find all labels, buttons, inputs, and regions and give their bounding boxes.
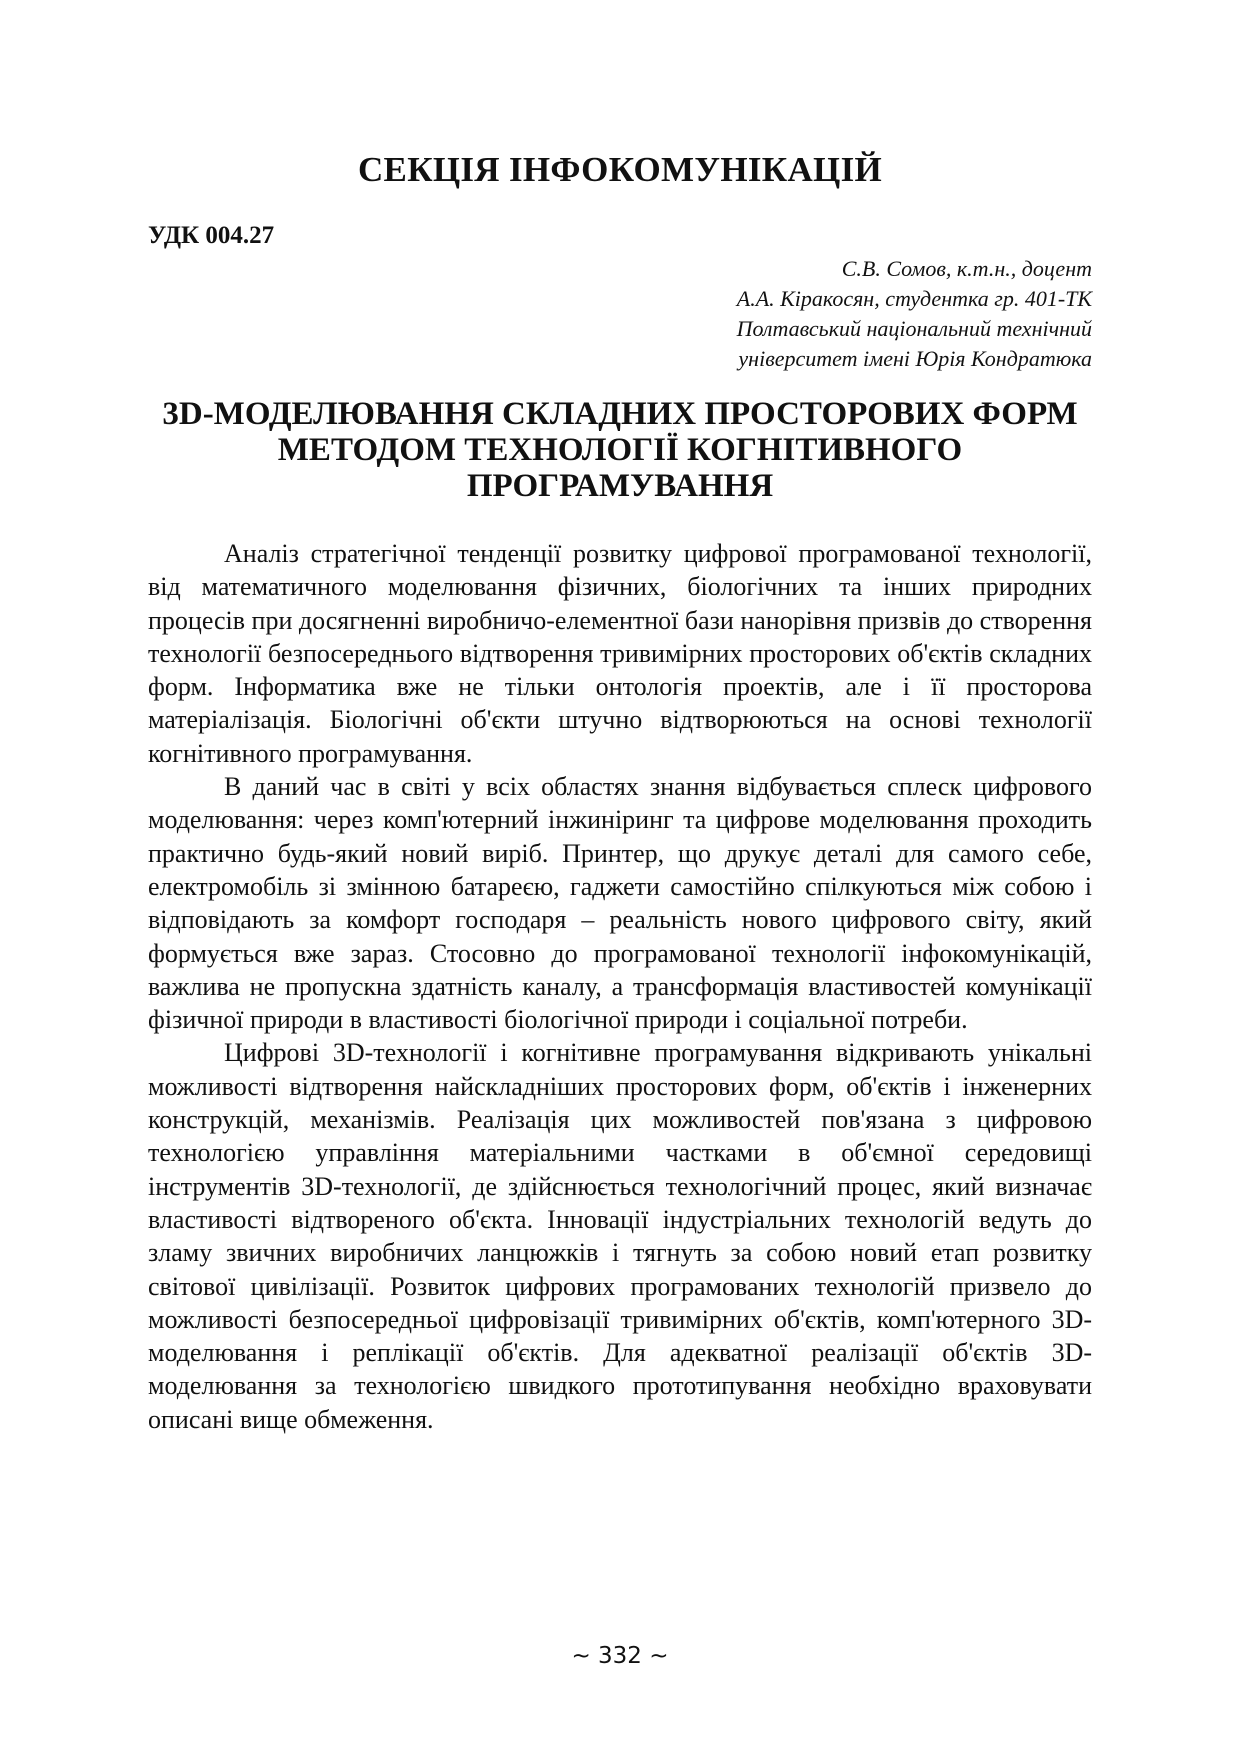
article-title	[148, 396, 1092, 504]
article-body	[148, 537, 1092, 1436]
udk-code: УДК 004.27	[148, 222, 275, 249]
page-number: ~ 332 ~	[571, 1643, 669, 1669]
body-paragraph-3: Цифрові 3D-технології і когнітивне програмування відкривають унікальні можливості відтворення найскладніших просторових форм, об'єктів і інженерних конструкцій, механізмів. Реалізація цих можливостей пов'язана з цифровою технологією управління матеріальними частками в об'ємної середовищі інструментів 3D-технології, де здійснюється технологічний процес, який визначає властивості відтвореного об'єкта. Інновації індустріальних технологій ведуть до зламу звичних виробничих ланцюжків і тягнуть за собою новий етап розвитку світової цивілізації. Розвиток цифрових програмованих технологій призвело до можливості безпосередньої цифровізації тривимірних об'єктів, комп'ютерного 3D-моделювання і реплікації об'єктів. Для адекватної реалізації об'єктів 3D-моделювання за технологією швидкого прототипування необхідно враховувати описані вище обмеження.	[148, 1038, 1092, 1434]
author-block	[642, 254, 1092, 374]
body-paragraph-1: Аналіз стратегічної тенденції розвитку цифрової програмованої технології, від математичного моделювання фізичних, біологічних та інших природних процесів при досягненні виробничо-елементної бази нанорівня призвів до створення технології безпосереднього відтворення тривимірних просторових об'єктів складних форм. Інформатика вже не тільки онтологія проектів, але і її просторова матеріалізація. Біологічні об'єкти штучно відтворюються на основі технології когнітивного програмування.	[148, 539, 1092, 768]
document-page	[148, 0, 1092, 1754]
article-title-line-2: МЕТОДОМ ТЕХНОЛОГІЇ КОГНІТИВНОГО	[277, 432, 963, 468]
article-title-line-3: ПРОГРАМУВАННЯ	[466, 468, 774, 504]
author-1: С.В. Сомов, к.т.н., доцент	[841, 256, 1092, 281]
author-2: А.А. Кіракосян, студентка гр. 401-ТК	[736, 286, 1092, 311]
affiliation-line-1: Полтавський національний технічний	[736, 316, 1092, 341]
affiliation-line-2: університет імені Юрія Кондратюка	[738, 346, 1092, 371]
section-title: СЕКЦІЯ ІНФОКОМУНІКАЦІЙ	[357, 150, 883, 189]
body-paragraph-2: В даний час в світі у всіх областях знання відбувається сплеск цифрового моделювання: через комп'ютерний інжиніринг та цифрове моделювання проходить практично будь-який новий виріб. Принтер, що друкує деталі для самого себе, електромобіль зі змінною батареєю, гаджети самостійно спілкуються між собою і відповідають за комфорт господаря – реальність нового цифрового світу, який формується вже зараз. Стосовно до програмованої технології інфокомунікацій, важлива не пропускна здатність каналу, а трансформація властивостей комунікації фізичної природи в властивості біологічної природи і соціальної потреби.	[148, 772, 1092, 1035]
article-title-line-1: 3D-МОДЕЛЮВАННЯ СКЛАДНИХ ПРОСТОРОВИХ ФОРМ	[162, 396, 1078, 432]
